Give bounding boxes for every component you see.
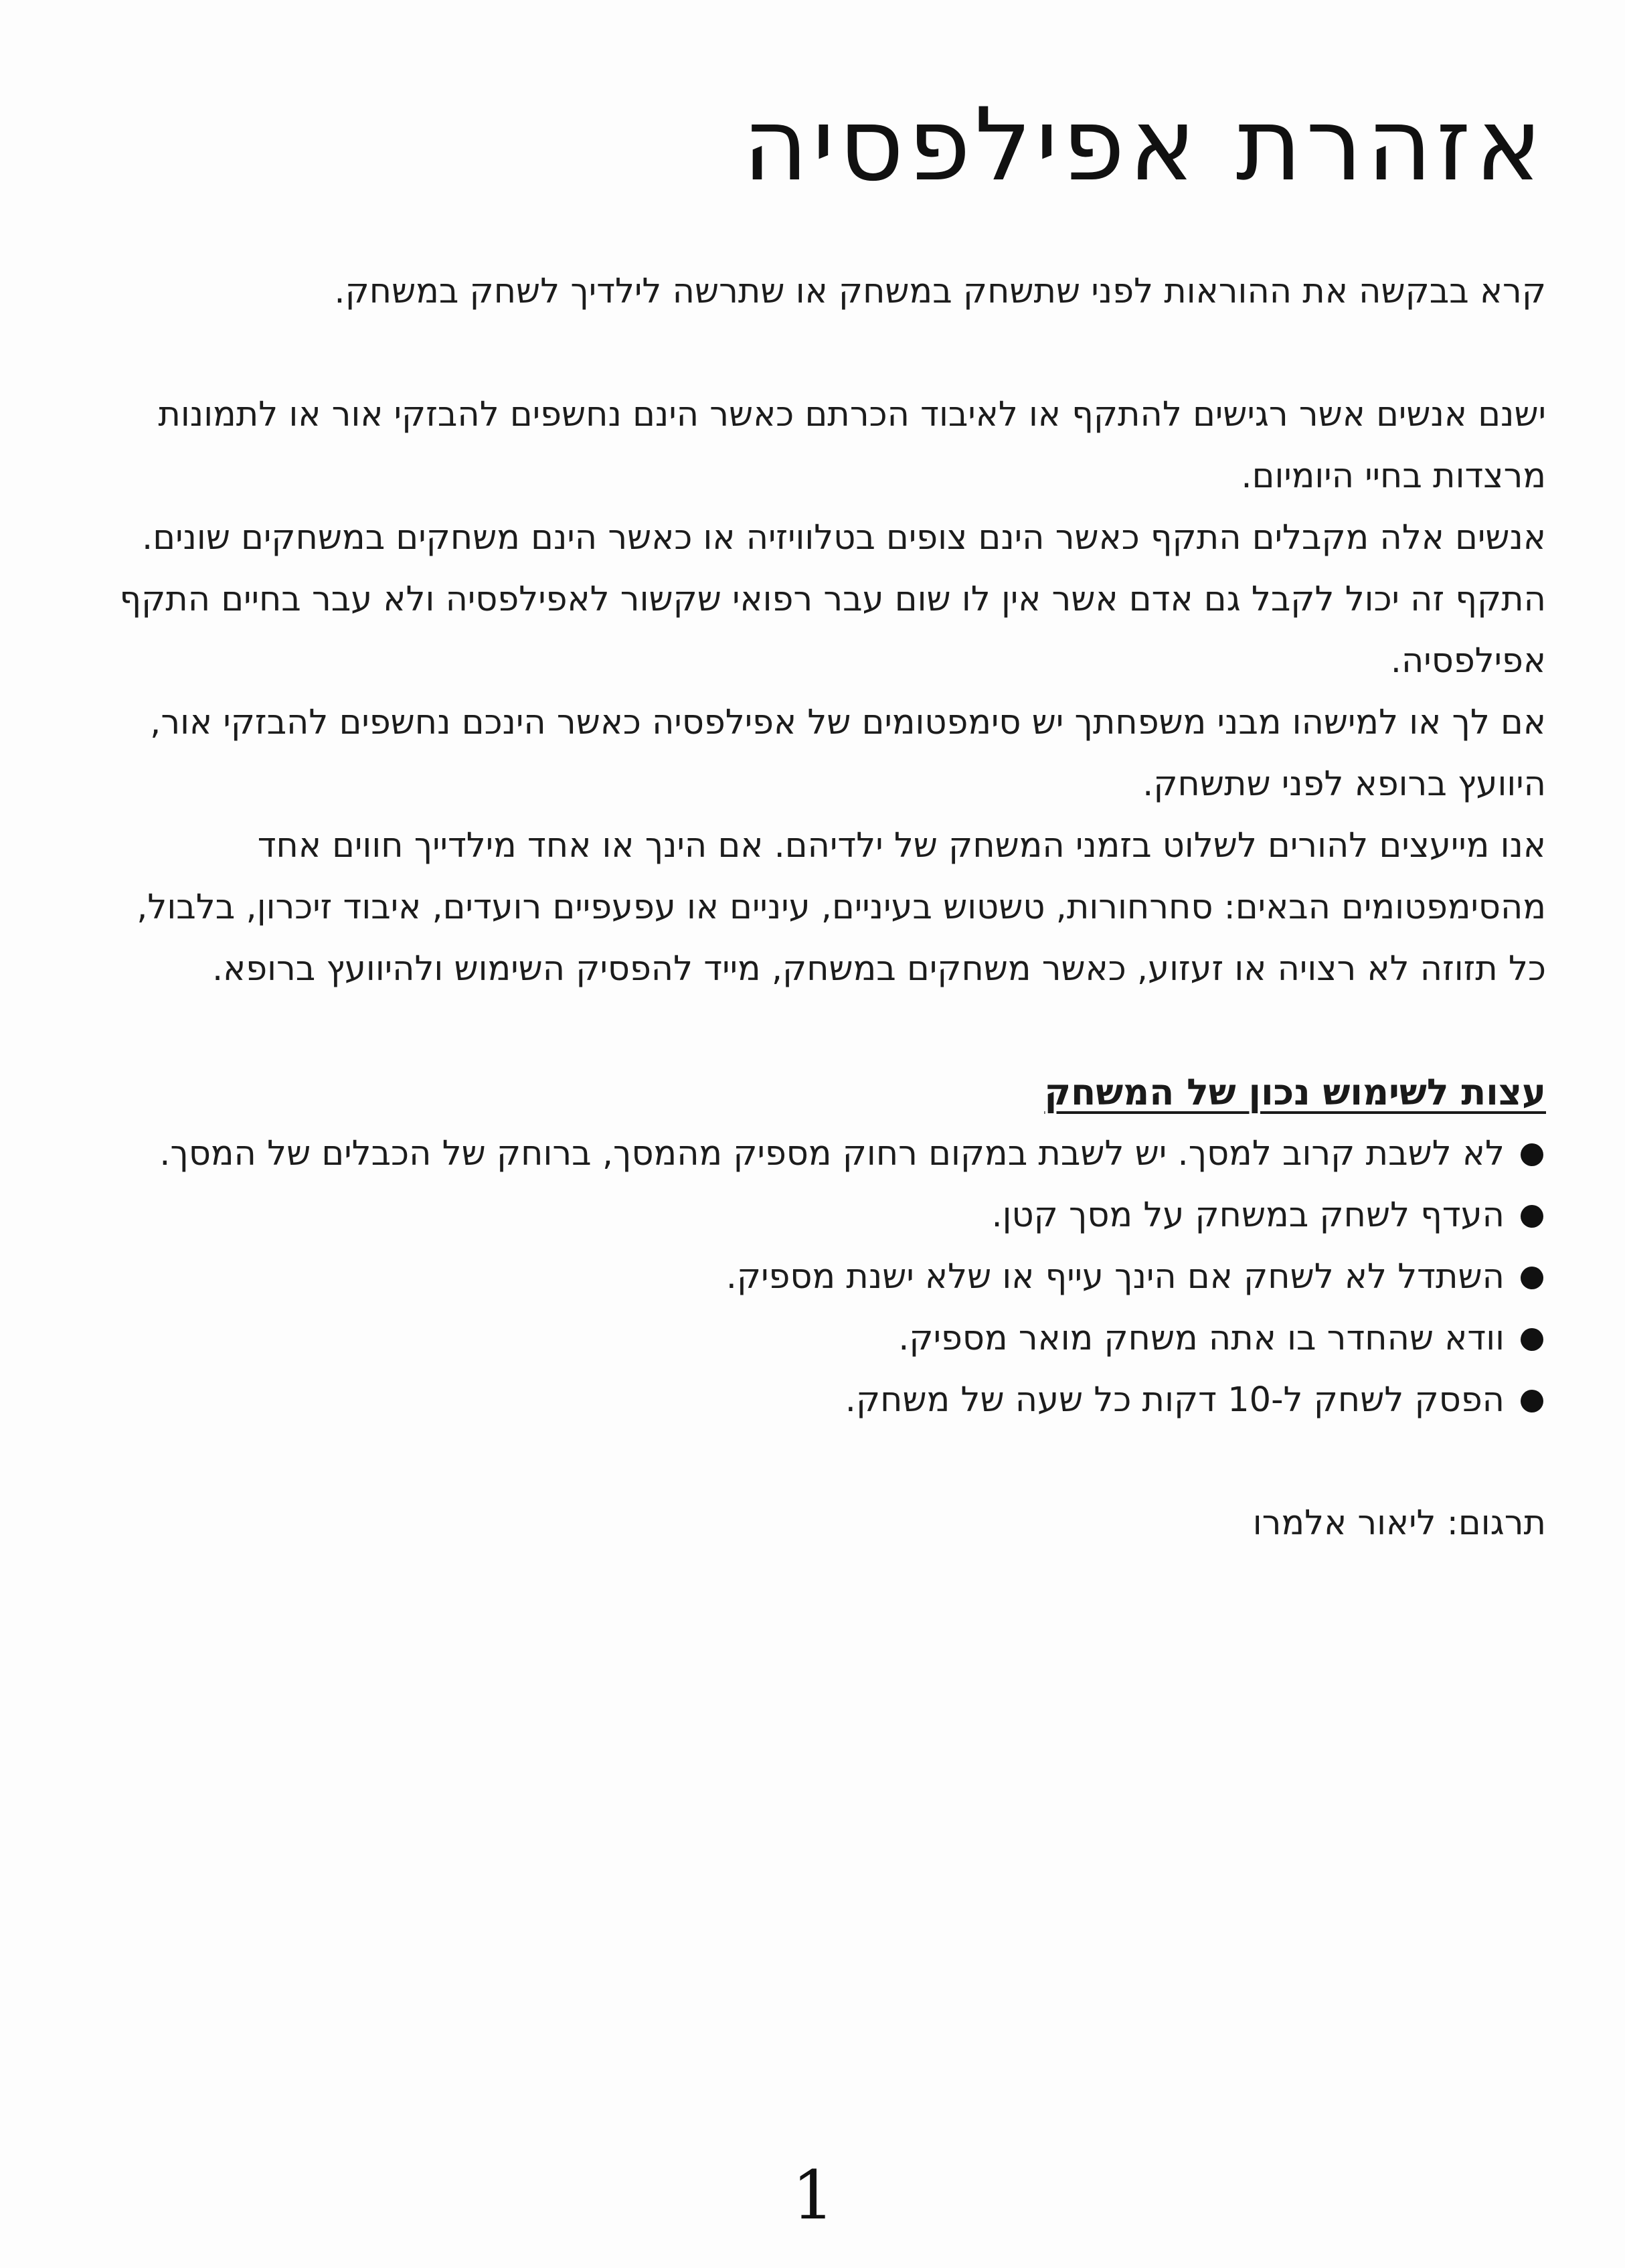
- tip-text: העדף לשחק במשחק על מסך קטן.: [991, 1196, 1505, 1235]
- tip-text: הפסק לשחק ל-10 דקות כל שעה של משחק.: [845, 1380, 1505, 1420]
- tips-heading: עצות לשימוש נכון של המשחק: [1044, 1071, 1546, 1113]
- warning-block: [100, 384, 1546, 1000]
- intro-paragraph: קרא בבקשה את ההוראות לפני שתשחק במשחק או שתרשה לילדיך לשחק במשחק.: [334, 272, 1546, 311]
- tip-text: וודא שהחדר בו אתה משחק מואר מספיק.: [898, 1319, 1505, 1358]
- bullet-icon: [1521, 1328, 1543, 1351]
- page-title: אזהרת אפילפסיה: [742, 87, 1546, 204]
- list-item: [100, 1185, 1546, 1246]
- warning-paragraph-parents: אנו מייעצים להורים לשלוט בזמני המשחק של ילדיהם. אם הינך או אחד מילדייך חווים אחד מהסימפטומים הבאים: סחרחורות, טשטוש בעיניים, עיניים או עפעפיים רועדים, איבוד זיכרון, בלבול, כל תזוזה לא רצויה או זעזוע, כאשר משחקים במשחק, מייד להפסיק השימוש ולהיוועץ ברופא.: [137, 826, 1546, 989]
- bullet-icon: [1521, 1267, 1543, 1289]
- bullet-icon: [1521, 1205, 1543, 1228]
- tips-list: [100, 1123, 1546, 1431]
- warning-paragraph-photosensitivity: ישנם אנשים אשר רגישים להתקף או לאיבוד הכרתם כאשר הינם נחשפים להבזקי אור או לתמונות מרצדות בחיי היומיום.: [158, 395, 1546, 496]
- page-number: 1: [792, 2156, 835, 2235]
- bullet-icon: [1521, 1143, 1543, 1166]
- translator-credit: תרגום: ליאור אלמרו: [1252, 1504, 1546, 1543]
- list-item: [100, 1308, 1546, 1370]
- tip-text: לא לשבת קרוב למסך. יש לשבת במקום רחוק מספיק מהמסך, ברוחק של הכבלים של המסך.: [159, 1134, 1505, 1173]
- list-item: [100, 1246, 1546, 1308]
- warning-paragraph-seizure: אנשים אלה מקבלים התקף כאשר הינם צופים בטלוויזיה או כאשר הינם משחקים במשחקים שונים. התקף זה יכול לקבל גם אדם אשר אין לו שום עבר רפואי שקשור לאפילפסיה ולא עבר בחיים התקף אפילפסיה.: [119, 518, 1546, 681]
- warning-paragraph-consult-doctor: אם לך או למישהו מבני משפחתך יש סימפטומים של אפילפסיה כאשר הינכם נחשפים להבזקי אור, היוועץ ברופא לפני שתשחק.: [150, 703, 1546, 804]
- document-content: [100, 87, 1546, 1554]
- tip-text: השתדל לא לשחק אם הינך עייף או שלא ישנת מספיק.: [725, 1257, 1505, 1297]
- list-item: [100, 1370, 1546, 1431]
- bullet-icon: [1521, 1390, 1543, 1412]
- list-item: [100, 1123, 1546, 1185]
